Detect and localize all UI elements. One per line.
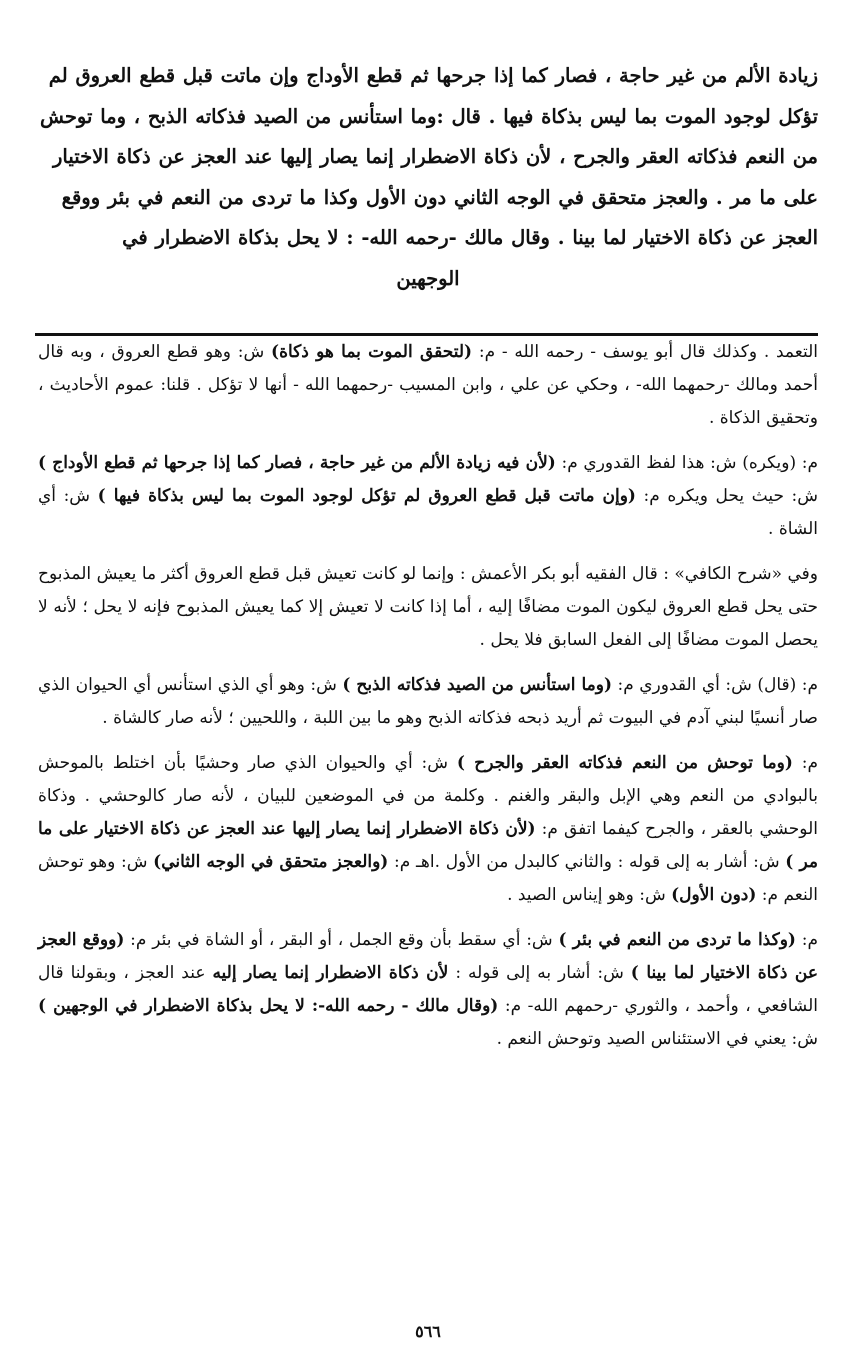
commentary-segment: ش: أي والحيوان الذي صار وحشيًا بأن اختلط بالموحش بالبوادي من النعم وهي الإبل والبقر والغنم . وكلمة من في الموضعين للبيان ، لأنه صار كالوحشي . وذكاة الوحشي بالعقر ، والجرح كيفما اتفق م:: [38, 752, 818, 839]
quoted-matn-segment: (ووقع العجز عن ذكاة الاختيار لما بينا ): [38, 929, 819, 983]
main-text-block: [38, 56, 818, 259]
main-text-line: زيادة الألم من غير حاجة ، فصار كما إذا جرحها ثم قطع الأوداج وإن ماتت قبل قطع العروق لم: [48, 64, 818, 87]
commentary-paragraph: [38, 447, 818, 546]
commentary-segment: ش: وهو قطع العروق ، وبه قال أحمد ومالك -رحمهما الله- ، وحكي عن علي ، وابن المسيب -رحمهما الله - أنها لا تؤكل . قلنا: عموم الأحاديث ، وتحقيق الذكاة .: [38, 341, 818, 428]
quoted-matn-segment: (وقال مالك - رحمه الله-: لا يحل بذكاة الاضطرار في الوجهين ): [38, 995, 499, 1016]
commentary-segment: م: (ويكره) ش: هذا لفظ القدوري م:: [555, 452, 818, 473]
quoted-matn-segment: (وكذا ما تردى من النعم في بئر ): [558, 929, 796, 950]
main-text-line: تؤكل لوجود الموت بما ليس بذكاة فيها . قال :وما استأنس من الصيد فذكاته الذبح ، وما توحش: [40, 104, 818, 128]
quoted-matn-segment: (لتحقق الموت بما هو ذكاة): [271, 341, 473, 362]
quoted-matn-segment: لأن ذكاة الاضطرار إنما يصار إليه: [212, 962, 449, 983]
commentary-segment: وفي «شرح الكافي» : قال الفقيه أبو بكر الأعمش : وإنما لو كانت تعيش قبل قطع العروق أكثر ما يعيش المذبوح حتى يحل قطع العروق ليكون الموت مضافًا إليه ، أما إذا كانت لا تعيش إلا كما يعيش المذبوح فإنه لا يحل ؛ لأنه لا يحصل الموت مضافًا إلى الفعل السابق فلا يحل .: [38, 563, 818, 650]
commentary-segment: ش: حيث يحل ويكره م:: [635, 485, 819, 506]
commentary-paragraph: [38, 669, 818, 735]
quoted-matn-segment: (لأن ذكاة الاضطرار إنما يصار إليها عند العجز عن ذكاة الاختيار على ما مر ): [38, 818, 819, 872]
commentary-segment: عند العجز ، وبقولنا قال الشافعي ، وأحمد ، والثوري -رحمهم الله- م:: [38, 962, 818, 1016]
quoted-matn-segment: (وما توحش من النعم فذكاته العقر والجرح ): [456, 752, 793, 773]
main-text-line: من النعم فذكاته العقر والجرح ، لأن ذكاة الاضطرار إنما يصار إليها عند العجز عن ذكاة الاختيار: [53, 145, 818, 168]
commentary-block: [38, 336, 818, 1056]
commentary-paragraph: [38, 924, 818, 1056]
commentary-segment: ش: وهو أي الذي استأنس أي الحيوان الذي صار أنسيًا لبني آدم في البيوت ثم أريد ذبحه فذكاته الذبح وهو ما بين اللبة ، واللحيين ؛ لأنه صار كالشاة .: [38, 674, 818, 728]
commentary-segment: ش: وهو إيناس الصيد .: [507, 884, 672, 905]
main-text-line: العجز عن ذكاة الاختيار لما بينا . وقال مالك -رحمه الله- : لا يحل بذكاة الاضطرار في: [122, 226, 818, 249]
commentary-paragraph: [38, 747, 818, 912]
commentary-segment: التعمد . وكذلك قال أبو يوسف - رحمه الله - م:: [472, 341, 818, 362]
quoted-matn-segment: (وإن ماتت قبل قطع العروق لم تؤكل لوجود الموت بما ليس بذكاة فيها ): [97, 485, 636, 506]
quoted-matn-segment: (والعجز متحقق في الوجه الثاني): [153, 851, 389, 872]
commentary-segment: م:: [792, 752, 818, 773]
commentary-segment: م:: [795, 929, 818, 950]
commentary-segment: ش: يعني في الاستئناس الصيد وتوحش النعم .: [496, 1028, 818, 1049]
commentary-segment: ش: أي سقط بأن وقع الجمل ، أو البقر ، أو الشاة في بئر م:: [124, 929, 559, 950]
commentary-segment: ش: وهو توحش النعم م:: [38, 851, 818, 905]
quoted-matn-segment: (دون الأول): [671, 884, 757, 905]
page-number: ٥٦٦: [415, 1322, 441, 1341]
commentary-segment: م: (قال) ش: أي القدوري م:: [612, 674, 818, 695]
main-text-last-line: الوجهين: [396, 266, 460, 290]
commentary-paragraph: [38, 558, 818, 657]
commentary-segment: ش: أشار به إلى قوله : والثاني كالبدل من الأول .اهـ م:: [388, 851, 786, 872]
commentary-segment: ش: أشار به إلى قوله :: [448, 962, 631, 983]
main-text-line: على ما مر . والعجز متحقق في الوجه الثاني دون الأول وكذا ما تردى من النعم في بئر ووقع: [61, 185, 818, 209]
quoted-matn-segment: (وما استأنس من الصيد فذكاته الذبح ): [342, 674, 613, 695]
quoted-matn-segment: (لأن فيه زيادة الألم من غير حاجة ، فصار كما إذا جرحها ثم قطع الأوداج ): [38, 452, 556, 473]
commentary-paragraph: [38, 336, 818, 435]
commentary-segment: ش: أي الشاة .: [38, 485, 818, 539]
